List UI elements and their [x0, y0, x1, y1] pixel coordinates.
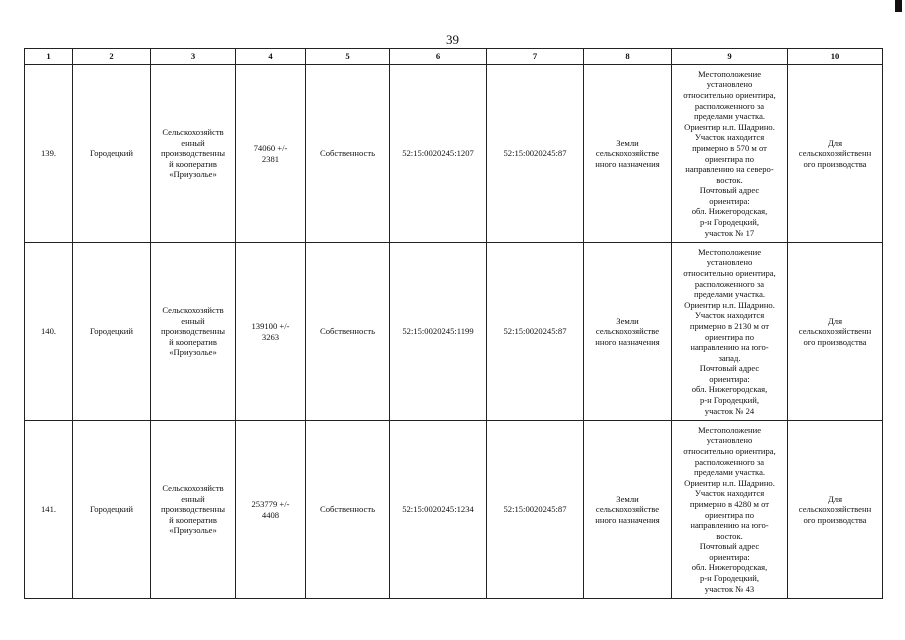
cell-text-line: расположенного за [694, 456, 765, 467]
cadastral-number-cell: 52:15:0020245:1234 [390, 421, 487, 599]
right-type-cell: Собственность [306, 421, 390, 599]
cell-text-line: установлено [706, 435, 753, 446]
cell-text-line: расположенного за [694, 278, 765, 289]
cell-text-line: участок № 43 [704, 583, 755, 594]
cell-text-line: пределами участка. [693, 111, 766, 122]
column-header: 6 [390, 49, 487, 65]
district-cell: Городецкий [73, 243, 151, 421]
owner-cell [151, 421, 236, 599]
cell-text-line: й кооператив [169, 158, 217, 169]
cell-text-line: ого производства [803, 514, 867, 525]
cell-text-line: производственны [161, 326, 225, 337]
corner-mark [895, 0, 902, 12]
cell-text-line: Ориентир н.п. Шадрино. [684, 477, 775, 488]
cell-text-line: Участок находится [694, 310, 765, 321]
cell-text-line: восток. [716, 174, 743, 185]
table-row [25, 65, 883, 243]
cell-text-line: Сельскохозяйств [162, 127, 224, 138]
cell-text-line: ориентира по [704, 331, 755, 342]
cell-text-line: направлению на юго- [690, 342, 769, 353]
location-cell [672, 243, 788, 421]
cell-text-line: 74060 +/- [253, 142, 288, 153]
cell-text-line: относительно ориентира, [683, 445, 776, 456]
location-cell [672, 421, 788, 599]
cell-text-line: ориентира: [709, 551, 750, 562]
cell-text-line: 139100 +/- [251, 320, 290, 331]
cell-text-line: участок № 24 [704, 405, 755, 416]
cell-text-line: Земли [616, 315, 639, 326]
cell-text-line: сельскохозяйстве [595, 326, 660, 337]
cell-text-line: направлению на северо- [685, 164, 774, 175]
cell-text-line: 3263 [261, 331, 280, 342]
table-row [25, 243, 883, 421]
column-header: 10 [788, 49, 883, 65]
cell-text-line: р-н Городецкий, [699, 395, 760, 406]
cell-text-line: енный [181, 315, 205, 326]
cell-text-line: относительно ориентира, [683, 89, 776, 100]
cadastral-number-cell: 52:15:0020245:1207 [390, 65, 487, 243]
cell-text-line: Участок находится [694, 488, 765, 499]
row-number-cell: 140. [25, 243, 73, 421]
cell-text-line: производственны [161, 148, 225, 159]
cell-text-line: сельскохозяйстве [595, 504, 660, 515]
page-number: 39 [446, 32, 459, 47]
owner-cell [151, 65, 236, 243]
cell-text-line: установлено [706, 257, 753, 268]
area-cell [236, 65, 306, 243]
cell-text-line: енный [181, 137, 205, 148]
cell-text-line: направлению на юго- [690, 520, 769, 531]
permitted-use-cell [788, 421, 883, 599]
column-header: 9 [672, 49, 788, 65]
cell-text-line: примерно в 570 м от [692, 142, 767, 153]
column-header: 4 [236, 49, 306, 65]
cell-text-line: нного назначения [595, 158, 660, 169]
cell-text-line: примерно в 2130 м от [689, 320, 770, 331]
cell-text-line: сельскохозяйстве [595, 148, 660, 159]
cell-text-line: р-н Городецкий, [699, 217, 760, 228]
table-row [25, 421, 883, 599]
row-number-cell: 141. [25, 421, 73, 599]
cell-text-line: ого производства [803, 336, 867, 347]
cell-text-line: нного назначения [595, 336, 660, 347]
cell-text-line: установлено [706, 79, 753, 90]
cell-text-line: 2381 [261, 153, 280, 164]
cell-text-line: Почтовый адрес [699, 541, 760, 552]
cell-text-line: запад. [718, 352, 741, 363]
land-category-cell [584, 65, 672, 243]
cell-text-line: обл. Нижегородская, [691, 206, 768, 217]
column-header: 7 [487, 49, 584, 65]
land-category-cell [584, 421, 672, 599]
cell-text-line: Сельскохозяйств [162, 305, 224, 316]
cell-text-line: обл. Нижегородская, [691, 562, 768, 573]
permitted-use-cell [788, 65, 883, 243]
cell-text-line: сельскохозяйственн [798, 504, 872, 515]
cell-text-line: р-н Городецкий, [699, 573, 760, 584]
cell-text-line: 4408 [261, 509, 280, 520]
cell-text-line: Земли [616, 493, 639, 504]
cell-text-line: 253779 +/- [251, 498, 290, 509]
cell-text-line: пределами участка. [693, 467, 766, 478]
district-cell: Городецкий [73, 65, 151, 243]
cell-text-line: нного назначения [595, 514, 660, 525]
cell-text-line: Почтовый адрес [699, 185, 760, 196]
land-category-cell [584, 243, 672, 421]
owner-cell [151, 243, 236, 421]
cell-text-line: ориентира по [704, 509, 755, 520]
cell-text-line: расположенного за [694, 100, 765, 111]
cell-text-line: примерно в 4280 м от [689, 498, 770, 509]
cell-text-line: восток. [716, 530, 743, 541]
column-header: 2 [73, 49, 151, 65]
cell-text-line: Для [827, 493, 843, 504]
cell-text-line: Сельскохозяйств [162, 483, 224, 494]
cadastral-number-cell: 52:15:0020245:1199 [390, 243, 487, 421]
cell-text-line: обл. Нижегородская, [691, 384, 768, 395]
cell-text-line: Ориентир н.п. Шадрино. [684, 299, 775, 310]
right-type-cell: Собственность [306, 65, 390, 243]
cell-text-line: й кооператив [169, 514, 217, 525]
cell-text-line: й кооператив [169, 336, 217, 347]
cell-text-line: пределами участка. [693, 289, 766, 300]
column-header: 1 [25, 49, 73, 65]
column-header: 8 [584, 49, 672, 65]
parent-cadastral-cell: 52:15:0020245:87 [487, 421, 584, 599]
cell-text-line: енный [181, 493, 205, 504]
cell-text-line: «Приузолье» [169, 347, 217, 358]
column-header: 3 [151, 49, 236, 65]
district-cell: Городецкий [73, 421, 151, 599]
permitted-use-cell [788, 243, 883, 421]
cell-text-line: производственны [161, 504, 225, 515]
column-header: 5 [306, 49, 390, 65]
area-cell [236, 421, 306, 599]
land-registry-table [24, 48, 883, 599]
cell-text-line: Почтовый адрес [699, 363, 760, 374]
cell-text-line: Ориентир н.п. Шадрино. [684, 121, 775, 132]
cell-text-line: Местоположение [697, 424, 762, 435]
cell-text-line: «Приузолье» [169, 525, 217, 536]
cell-text-line: Участок находится [694, 132, 765, 143]
cell-text-line: ого производства [803, 158, 867, 169]
cell-text-line: Земли [616, 137, 639, 148]
cell-text-line: относительно ориентира, [683, 267, 776, 278]
cell-text-line: участок № 17 [704, 227, 755, 238]
header-row [25, 49, 883, 65]
table-body [25, 65, 883, 599]
location-cell [672, 65, 788, 243]
cell-text-line: ориентира по [704, 153, 755, 164]
right-type-cell: Собственность [306, 243, 390, 421]
cell-text-line: ориентира: [709, 373, 750, 384]
cell-text-line: Для [827, 137, 843, 148]
area-cell [236, 243, 306, 421]
cell-text-line: сельскохозяйственн [798, 326, 872, 337]
cell-text-line: Для [827, 315, 843, 326]
cell-text-line: Местоположение [697, 68, 762, 79]
parent-cadastral-cell: 52:15:0020245:87 [487, 65, 584, 243]
row-number-cell: 139. [25, 65, 73, 243]
parent-cadastral-cell: 52:15:0020245:87 [487, 243, 584, 421]
cell-text-line: ориентира: [709, 195, 750, 206]
cell-text-line: Местоположение [697, 246, 762, 257]
cell-text-line: сельскохозяйственн [798, 148, 872, 159]
cell-text-line: «Приузолье» [169, 169, 217, 180]
